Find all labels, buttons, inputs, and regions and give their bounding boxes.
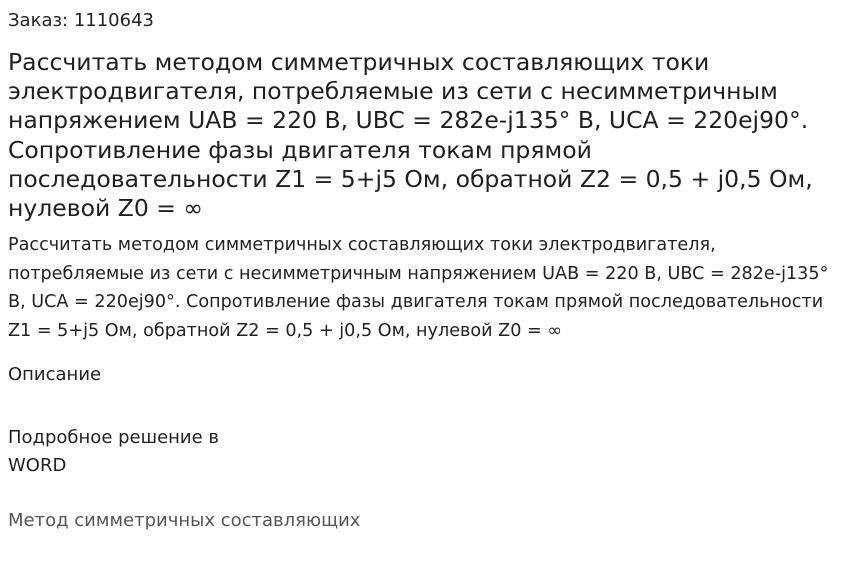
page-title: Рассчитать методом симметричных составляющих токи электродвигателя, потребляемые из сети с несимметричным напряжением UAB = 220 B, UBC = 282e-j135° B, UCA = 220ej90°. Сопротивление фазы двигателя токам прямой последовательности Z1 = 5+j5 Ом, обратной Z2 = 0,5 + j0,5 Ом, нулевой Z0 = ∞ <box>8 48 813 223</box>
solution-note: Подробное решение в WORD <box>8 427 220 477</box>
task-description: Рассчитать методом симметричных составляющих токи электродвигателя, потребляемые из сети с несимметричным напряжением UAB = 220 B, UBC = 282e-j135° B, UCA = 220ej90°. Сопротивление фазы двигателя токам прямой последовательности Z1 = 5+j5 Ом, обратной Z2 = 0,5 + j0,5 Ом, нулевой Z0 = ∞ <box>8 235 829 341</box>
order-number: Заказ: 1110643 <box>8 10 154 31</box>
category-link[interactable]: Метод симметричных составляющих <box>8 510 361 532</box>
description-heading: Описание <box>8 364 102 386</box>
